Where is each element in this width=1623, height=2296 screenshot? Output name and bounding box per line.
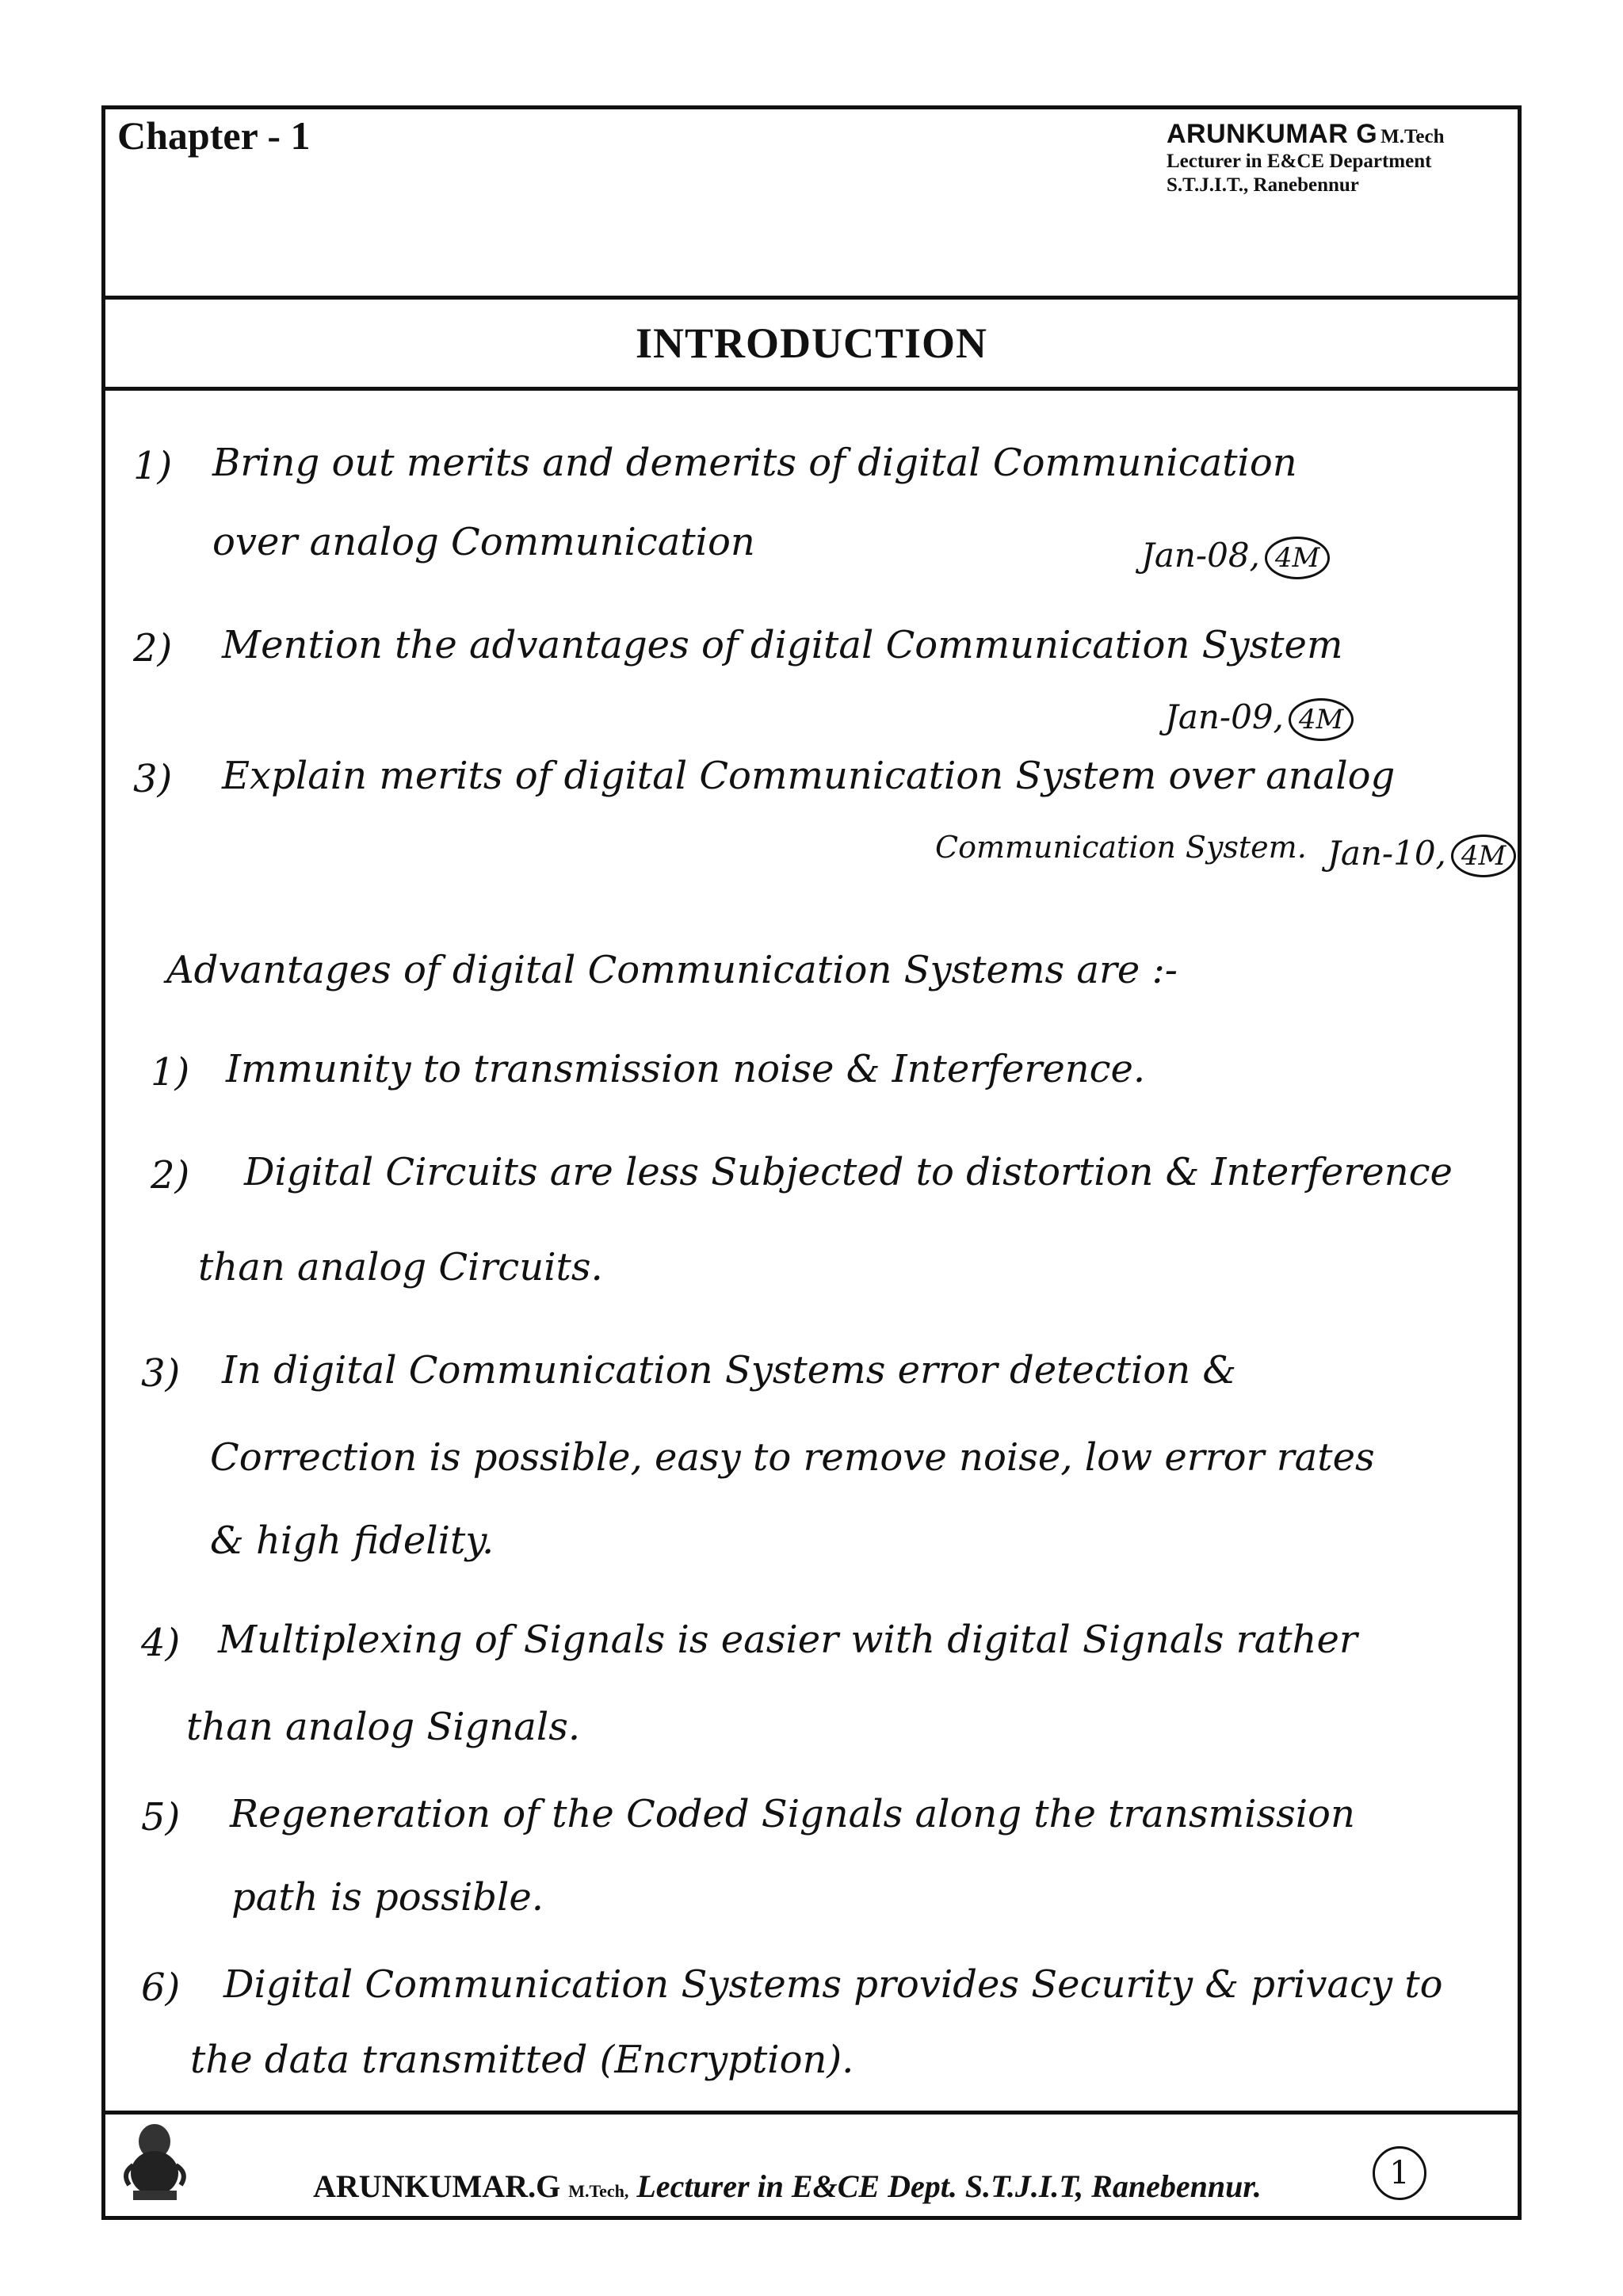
footer-name: ARUNKUMAR.G bbox=[313, 2168, 561, 2204]
advantage-text: path is possible. bbox=[231, 1875, 544, 1920]
author-degree: M.Tech bbox=[1381, 126, 1445, 147]
author-institute: S.T.J.I.T., Ranebennur bbox=[1167, 174, 1359, 196]
advantage-text: Digital Communication Systems provides Security & privacy to bbox=[223, 1962, 1443, 2007]
marks-badge: 4M bbox=[1289, 698, 1354, 741]
question-tag bbox=[1165, 697, 1354, 741]
question-number: 1) bbox=[133, 444, 173, 488]
marks-badge: 4M bbox=[1451, 835, 1516, 877]
advantage-text: & high fidelity. bbox=[210, 1519, 495, 1563]
advantage-text: than analog Circuits. bbox=[198, 1245, 603, 1289]
footer-credit bbox=[313, 2168, 1262, 2205]
question-number: 2) bbox=[133, 626, 173, 670]
advantages-heading: Advantages of digital Communication Systems are :- bbox=[166, 948, 1178, 992]
chapter-label: Chapter - 1 bbox=[117, 113, 311, 158]
question-date: Jan-09, bbox=[1165, 697, 1284, 736]
marks-badge: 4M bbox=[1265, 537, 1330, 579]
question-text: Bring out merits and demerits of digital Communication bbox=[212, 441, 1297, 485]
question-date: Jan-08, bbox=[1141, 536, 1260, 575]
advantage-number: 6) bbox=[141, 1966, 181, 2010]
author-name: ARUNKUMAR G bbox=[1167, 119, 1378, 149]
author-role: Lecturer in E&CE Department bbox=[1167, 151, 1432, 172]
advantage-number: 2) bbox=[151, 1153, 190, 1198]
question-tag bbox=[1327, 834, 1516, 877]
advantage-text: Immunity to transmission noise & Interference. bbox=[226, 1047, 1146, 1091]
advantage-text: Multiplexing of Signals is easier with digital Signals rather bbox=[218, 1618, 1358, 1662]
footer-degree: M.Tech, bbox=[568, 2181, 629, 2201]
advantage-text: In digital Communication Systems error detection & bbox=[222, 1348, 1237, 1392]
ganesha-logo-icon bbox=[117, 2118, 193, 2205]
question-text: Mention the advantages of digital Communication System bbox=[222, 623, 1343, 667]
question-tag bbox=[1141, 536, 1330, 579]
question-text: over analog Communication bbox=[212, 520, 755, 564]
advantage-text: the data transmitted (Encryption). bbox=[190, 2038, 854, 2082]
question-date: Jan-10, bbox=[1327, 834, 1446, 873]
question-text: Explain merits of digital Communication System over analog bbox=[222, 754, 1396, 798]
question-text: Communication System. bbox=[935, 830, 1307, 865]
advantage-text: Digital Circuits are less Subjected to distortion & Interference bbox=[244, 1150, 1453, 1194]
page-number: 1 bbox=[1373, 2146, 1426, 2200]
advantage-text: than analog Signals. bbox=[186, 1705, 581, 1749]
question-number: 3) bbox=[133, 757, 173, 801]
advantage-text: Regeneration of the Coded Signals along the transmission bbox=[230, 1792, 1355, 1836]
advantage-number: 1) bbox=[151, 1050, 190, 1095]
footer-role: Lecturer in E&CE Dept. S.T.J.I.T, Ranebennur. bbox=[636, 2168, 1262, 2204]
advantage-text: Correction is possible, easy to remove noise, low error rates bbox=[210, 1435, 1375, 1480]
page-title: INTRODUCTION bbox=[635, 319, 988, 367]
advantage-number: 3) bbox=[141, 1351, 181, 1396]
advantage-number: 4) bbox=[141, 1621, 181, 1665]
advantage-number: 5) bbox=[141, 1795, 181, 1839]
